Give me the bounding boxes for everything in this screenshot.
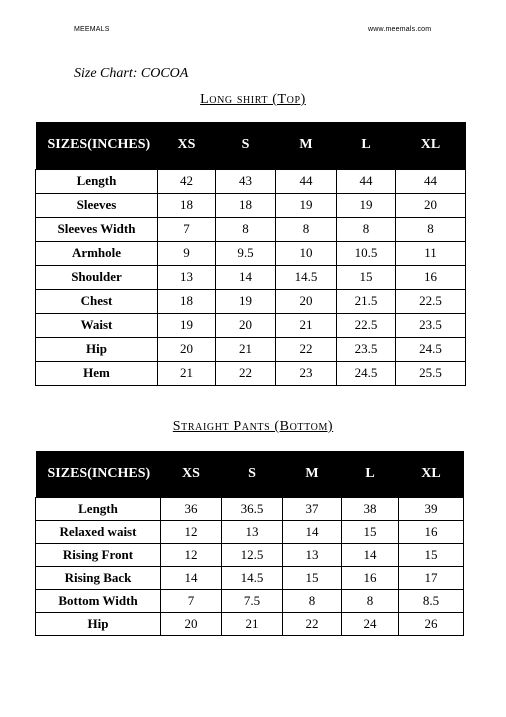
- measurement-value: 8: [283, 589, 342, 612]
- table-row: [36, 612, 464, 635]
- measurement-value: 14: [342, 543, 399, 566]
- table-row: [36, 241, 466, 265]
- table-row: [36, 361, 466, 385]
- measurement-value: 37: [283, 497, 342, 520]
- column-header-size: XL: [399, 451, 464, 497]
- measurement-value: 44: [276, 169, 337, 193]
- measurement-value: 21: [158, 361, 216, 385]
- column-header-size: XS: [161, 451, 222, 497]
- measurement-value: 24.5: [396, 337, 466, 361]
- measurement-value: 14: [216, 265, 276, 289]
- measurement-value: 12.5: [222, 543, 283, 566]
- measurement-value: 11: [396, 241, 466, 265]
- table-row: [36, 566, 464, 589]
- measurement-value: 16: [396, 265, 466, 289]
- measurement-label: Rising Back: [36, 566, 161, 589]
- measurement-value: 14: [161, 566, 222, 589]
- measurement-value: 22: [283, 612, 342, 635]
- measurement-value: 15: [283, 566, 342, 589]
- measurement-value: 18: [158, 289, 216, 313]
- table-header-row: [36, 451, 464, 497]
- measurement-value: 24.5: [337, 361, 396, 385]
- measurement-value: 16: [342, 566, 399, 589]
- measurement-value: 13: [222, 520, 283, 543]
- measurement-label: Hip: [36, 337, 158, 361]
- measurement-value: 8: [337, 217, 396, 241]
- measurement-value: 7: [158, 217, 216, 241]
- measurement-value: 23.5: [396, 313, 466, 337]
- size-chart-title: Size Chart: COCOA: [74, 66, 189, 81]
- table-row: [36, 337, 466, 361]
- measurement-value: 36.5: [222, 497, 283, 520]
- measurement-value: 19: [276, 193, 337, 217]
- measurement-value: 19: [337, 193, 396, 217]
- column-header-size: M: [283, 451, 342, 497]
- measurement-value: 17: [399, 566, 464, 589]
- bottom-table-title: Straight Pants (Bottom): [172, 419, 334, 434]
- measurement-label: Relaxed waist: [36, 520, 161, 543]
- measurement-label: Hip: [36, 612, 161, 635]
- measurement-label: Bottom Width: [36, 589, 161, 612]
- measurement-label: Sleeves: [36, 193, 158, 217]
- column-header-sizes: SIZES(INCHES): [36, 122, 158, 169]
- measurement-label: Rising Front: [36, 543, 161, 566]
- table-row: [36, 497, 464, 520]
- measurement-value: 25.5: [396, 361, 466, 385]
- measurement-value: 38: [342, 497, 399, 520]
- column-header-size: XL: [396, 122, 466, 169]
- measurement-value: 8: [396, 217, 466, 241]
- measurement-value: 22: [216, 361, 276, 385]
- measurement-value: 14: [283, 520, 342, 543]
- measurement-value: 15: [342, 520, 399, 543]
- measurement-value: 44: [337, 169, 396, 193]
- table-row: [36, 193, 466, 217]
- measurement-value: 26: [399, 612, 464, 635]
- measurement-value: 20: [216, 313, 276, 337]
- measurement-value: 21: [216, 337, 276, 361]
- measurement-value: 22.5: [396, 289, 466, 313]
- measurement-value: 18: [216, 193, 276, 217]
- measurement-value: 10.5: [337, 241, 396, 265]
- measurement-value: 14.5: [222, 566, 283, 589]
- measurement-value: 9: [158, 241, 216, 265]
- measurement-label: Waist: [36, 313, 158, 337]
- measurement-value: 7: [161, 589, 222, 612]
- measurement-value: 20: [276, 289, 337, 313]
- measurement-value: 24: [342, 612, 399, 635]
- column-header-size: L: [337, 122, 396, 169]
- column-header-size: S: [222, 451, 283, 497]
- measurement-label: Hem: [36, 361, 158, 385]
- measurement-value: 22: [276, 337, 337, 361]
- measurement-value: 12: [161, 520, 222, 543]
- measurement-value: 23: [276, 361, 337, 385]
- measurement-value: 23.5: [337, 337, 396, 361]
- measurement-value: 18: [158, 193, 216, 217]
- measurement-value: 14.5: [276, 265, 337, 289]
- measurement-value: 42: [158, 169, 216, 193]
- measurement-value: 19: [216, 289, 276, 313]
- measurement-value: 43: [216, 169, 276, 193]
- table-row: [36, 217, 466, 241]
- table-row: [36, 520, 464, 543]
- column-header-size: M: [276, 122, 337, 169]
- table-row: [36, 589, 464, 612]
- measurement-value: 7.5: [222, 589, 283, 612]
- measurement-value: 21.5: [337, 289, 396, 313]
- measurement-value: 19: [158, 313, 216, 337]
- top-table-title: Long shirt (Top): [200, 92, 306, 107]
- top-size-table: [35, 122, 466, 386]
- measurement-value: 8.5: [399, 589, 464, 612]
- measurement-label: Sleeves Width: [36, 217, 158, 241]
- measurement-value: 21: [276, 313, 337, 337]
- measurement-value: 22.5: [337, 313, 396, 337]
- measurement-value: 10: [276, 241, 337, 265]
- measurement-label: Shoulder: [36, 265, 158, 289]
- column-header-size: L: [342, 451, 399, 497]
- table-row: [36, 169, 466, 193]
- table-row: [36, 289, 466, 313]
- measurement-label: Chest: [36, 289, 158, 313]
- measurement-value: 8: [342, 589, 399, 612]
- measurement-value: 20: [158, 337, 216, 361]
- measurement-value: 9.5: [216, 241, 276, 265]
- measurement-value: 39: [399, 497, 464, 520]
- brand-name: MEEMALS: [74, 26, 110, 33]
- measurement-label: Length: [36, 169, 158, 193]
- bottom-size-table: [35, 451, 464, 636]
- measurement-value: 21: [222, 612, 283, 635]
- table-row: [36, 543, 464, 566]
- measurement-value: 15: [399, 543, 464, 566]
- table-row: [36, 265, 466, 289]
- table-header-row: [36, 122, 466, 169]
- measurement-value: 13: [283, 543, 342, 566]
- measurement-label: Length: [36, 497, 161, 520]
- measurement-value: 12: [161, 543, 222, 566]
- measurement-value: 8: [276, 217, 337, 241]
- website-url: www.meemals.com: [368, 26, 432, 33]
- measurement-value: 44: [396, 169, 466, 193]
- measurement-label: Armhole: [36, 241, 158, 265]
- table-row: [36, 313, 466, 337]
- measurement-value: 8: [216, 217, 276, 241]
- measurement-value: 20: [161, 612, 222, 635]
- measurement-value: 16: [399, 520, 464, 543]
- measurement-value: 15: [337, 265, 396, 289]
- column-header-sizes: SIZES(INCHES): [36, 451, 161, 497]
- measurement-value: 13: [158, 265, 216, 289]
- column-header-size: XS: [158, 122, 216, 169]
- measurement-value: 20: [396, 193, 466, 217]
- measurement-value: 36: [161, 497, 222, 520]
- column-header-size: S: [216, 122, 276, 169]
